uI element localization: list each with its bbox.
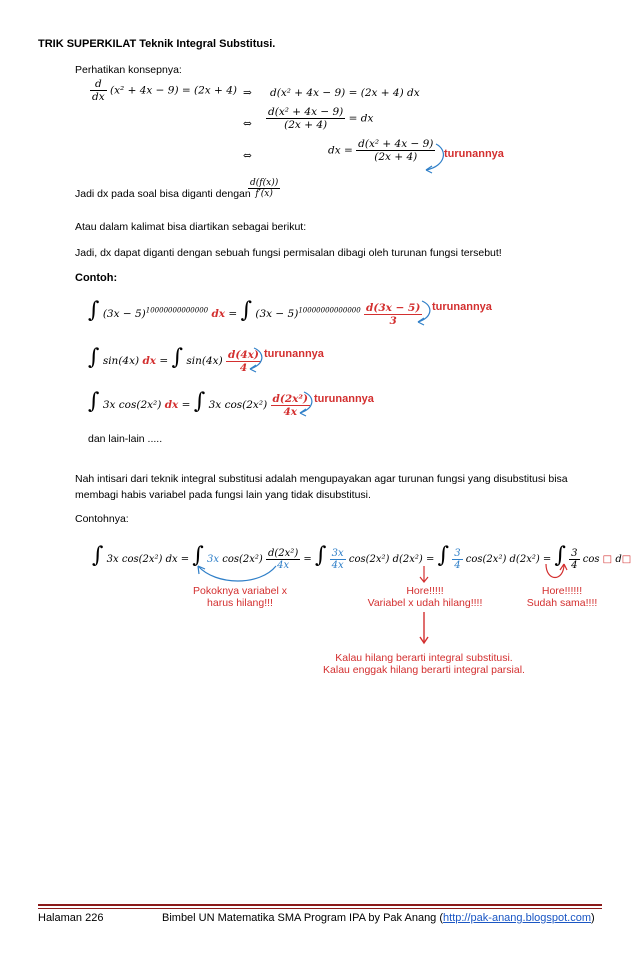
highlight-4x: 4x xyxy=(277,560,290,571)
concept-intro: Perhatikan konsepnya: xyxy=(75,64,182,76)
derivative-operator: $\frac{d}{dx}$ xyxy=(92,78,105,103)
example-2: ∫ sin(4x) dx = ∫ sin(4x) $\frac{d(4x)}{4}$ xyxy=(88,345,259,374)
paragraph-2: Atau dalam kalimat bisa diartikan sebagai berikut: xyxy=(75,221,307,233)
concept-line1 xyxy=(90,78,237,103)
contoh-heading: Contoh: xyxy=(75,272,118,284)
turunannya-tag-2: turunannya xyxy=(432,301,492,313)
concept-line3-lhs: dx = xyxy=(328,144,353,157)
down-arrow-icon xyxy=(418,566,430,584)
paragraph-4: Nah intisari dari teknik integral substitusi adalah mengupayakan agar turunan fungsi yang disubstitusi bisa membagi habis variabel pada fungsi lain yang tidak disubstitusi. xyxy=(75,473,568,501)
concept-line1-left: (x² + 4x − 9) = (2x + 4) xyxy=(110,84,237,97)
concept-line2-num: d(x² + 4x − 9) xyxy=(268,106,344,118)
concept-line3-den: (2x + 4) xyxy=(374,151,418,163)
highlight-3x: 3x xyxy=(207,554,220,565)
note-1: Pokoknya variabel x harus hilang!!! xyxy=(193,585,287,609)
concept-line2 xyxy=(266,106,373,131)
footer-link[interactable]: http://pak-anang.blogspot.com xyxy=(443,912,592,924)
substitution-chain: ∫ 3x cos(2x²) dx = ∫ 3x cos(2x²) $\frac{\text{d(2x²)}}{4x}$ = ∫ $\frac{3x}{4x}$ cos(2x²) d(2x²) = ∫ $\frac{3}{4}$ cos(2x²) d(2x²) = ∫ $\frac{3}{4}$ cos □ d□ xyxy=(92,543,632,571)
footer-rule-thin xyxy=(38,908,602,909)
page-title: TRIK SUPERKILAT Teknik Integral Substitusi. xyxy=(38,38,276,50)
same-arc-icon xyxy=(540,560,570,582)
example-3: ∫ 3x cos(2x²) dx = ∫ 3x cos(2x²) $\frac{\text{d(2x²)}}{4x}$ xyxy=(88,389,308,418)
cancel-arc-icon xyxy=(190,560,290,586)
implies-arrow: ⇒ xyxy=(243,87,252,99)
iff-arrow: ⇔ xyxy=(243,118,252,130)
iff-arrow-2: ⇔ xyxy=(243,150,252,162)
note-2: Hore!!!!! Variabel x udah hilang!!!! xyxy=(367,585,483,609)
concept-line2-den: (2x + 4) xyxy=(284,119,328,131)
note-3: Hore!!!!!! Sudah sama!!!! xyxy=(526,585,598,609)
concept-line1-right: d(x² + 4x − 9) = (2x + 4) dx xyxy=(270,87,420,99)
turunannya-tag: turunannya xyxy=(444,148,504,160)
down-arrow-icon-2 xyxy=(418,612,430,646)
footer-rule xyxy=(38,904,602,906)
footer-book: Bimbel UN Matematika SMA Program IPA by Pak Anang (http://pak-anang.blogspot.com) xyxy=(162,912,595,924)
turunannya-tag-3: turunannya xyxy=(264,348,324,360)
paragraph-1-fraction: $\frac{d(f(x))}{f'(x)}$ xyxy=(250,178,279,199)
footer-page-number: Halaman 226 xyxy=(38,912,104,924)
concept-line2-rhs: = dx xyxy=(348,112,374,125)
note-4: Kalau hilang berarti integral substitusi. Kalau enggak hilang berarti integral parsial. xyxy=(323,652,525,676)
example-1: ∫ $(3x - 5)^{10000000000000}$ dx = ∫ $(3x - 5)^{10000000000000}$ $\frac{d(3x - 5)}{3}$ xyxy=(88,298,421,327)
paragraph-3: Jadi, dx dapat diganti dengan sebuah fungsi permisalan dibagi oleh turunan fungsi tersebut! xyxy=(75,247,502,259)
paragraph-1: Jadi dx pada soal bisa diganti dengan xyxy=(75,188,251,200)
turunannya-tag-4: turunannya xyxy=(314,393,374,405)
contohnya-label: Contohnya: xyxy=(75,513,129,525)
dan-lain-lain: dan lain-lain ..... xyxy=(88,433,163,445)
concept-line3-num: d(x² + 4x − 9) xyxy=(358,138,434,150)
